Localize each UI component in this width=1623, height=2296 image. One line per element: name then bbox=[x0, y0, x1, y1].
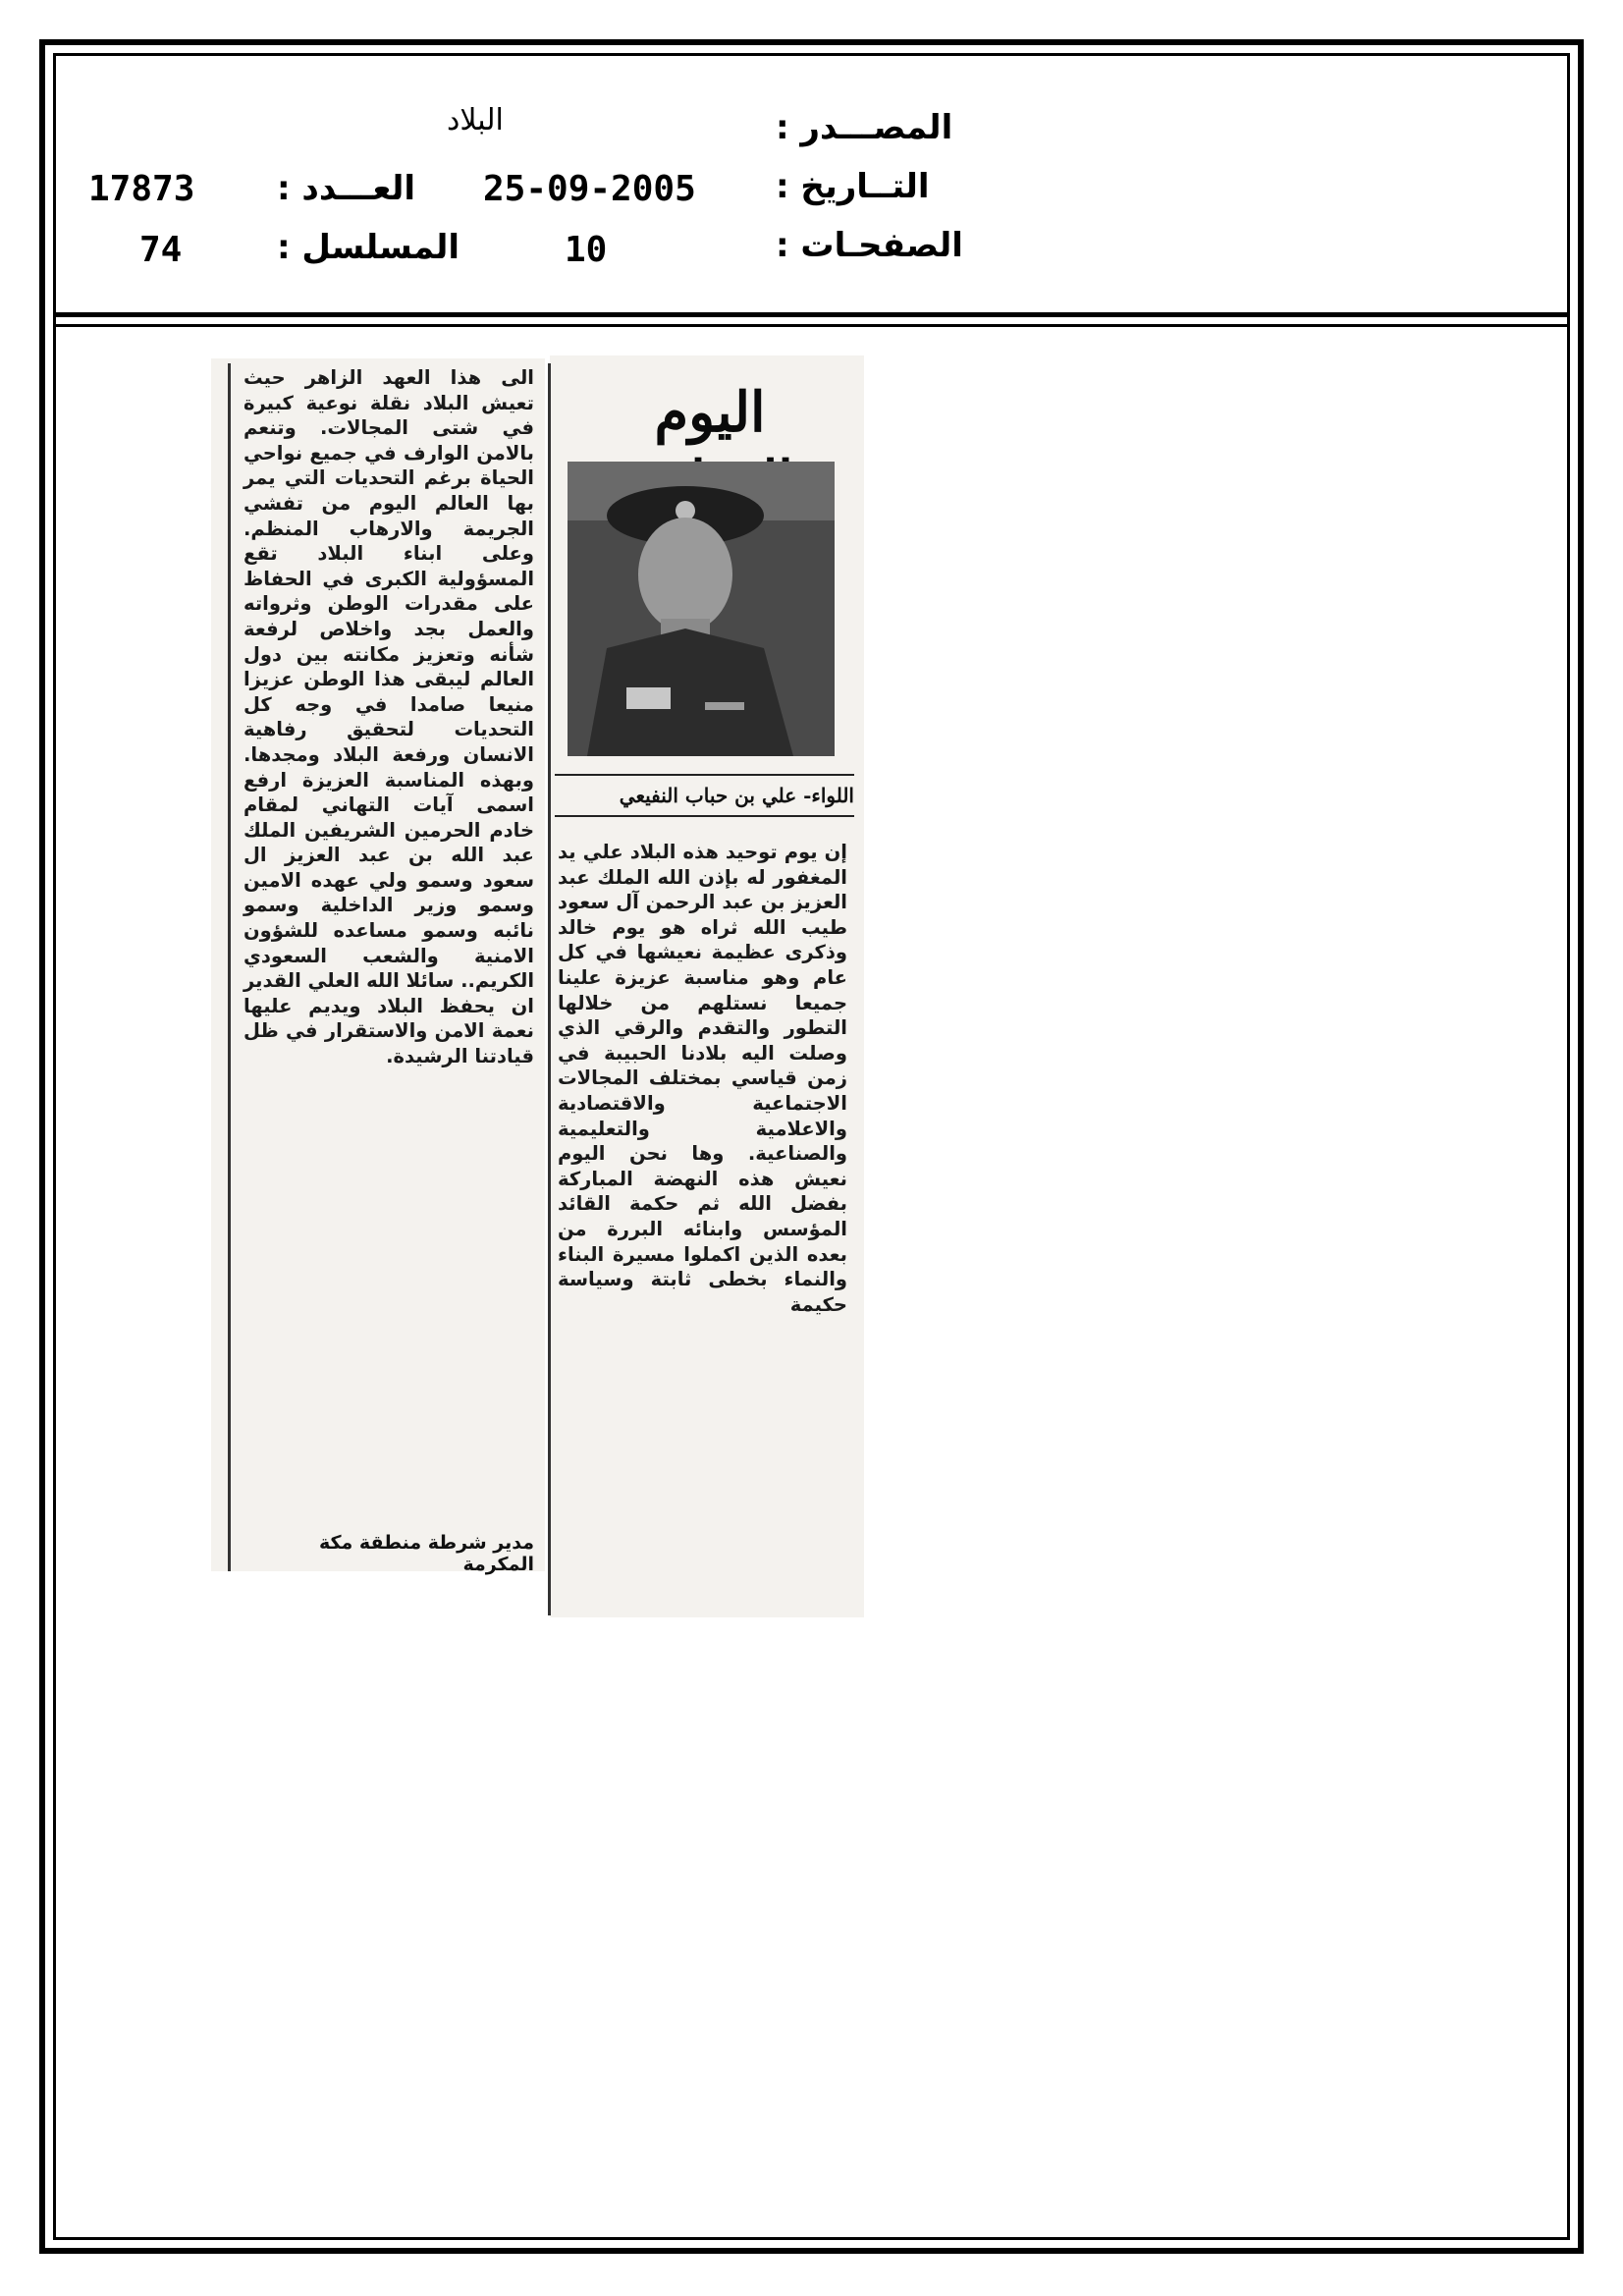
serial-label: المسلسل : bbox=[277, 228, 460, 267]
source-label: المصـــدر : bbox=[776, 108, 953, 147]
serial-value: 74 bbox=[139, 230, 183, 270]
column-rule-left bbox=[228, 363, 231, 1571]
header-divider-secondary bbox=[53, 324, 1570, 327]
pages-label: الصفحـات : bbox=[776, 226, 963, 265]
article-column-right: إن يوم توحيد هذه البلاد علي يد المغفور له بإذن الله الملك عبد العزيز بن عبد الرحمن آل سعود طيب الله ثراه هو يوم خالد وذكرى عظيمة نعيشها في كل عام وهو مناسبة عزيزة علينا جميعا نستلهم من خلالها التطور والتقدم والرقي الذي وصلت اليه بلادنا الحبيبة في زمن قياسي بمختلف المجالات الاجتماعية والاقتصادية والاعلامية والتعليمية والصناعية. وها نحن اليوم نعيش هذه النهضة المباركة بفضل الله ثم حكمة القائد المؤسس وابنائه البررة من بعده الذين اكملوا مسيرة البناء والنماء بخطى ثابتة وسياسة حكيمة bbox=[558, 841, 847, 1316]
officer-portrait-icon bbox=[568, 462, 835, 756]
column-rule-middle bbox=[548, 363, 551, 1615]
issue-label: العـــدد : bbox=[277, 169, 415, 208]
author-byline: مدير شرطة منطقة مكة المكرمة bbox=[318, 1532, 534, 1575]
header-divider bbox=[53, 312, 1570, 317]
date-label: التــاريخ : bbox=[776, 167, 930, 206]
source-value: البلاد bbox=[447, 103, 504, 137]
article-headline: اليوم bbox=[654, 380, 766, 445]
pages-value: 10 bbox=[565, 230, 608, 270]
article-column-left: الى هذا العهد الزاهر حيث تعيش البلاد نقلة نوعية كبيرة في شتى المجالات. وتنعم بالامن الوارف في جميع نواحي الحياة برغم التحديات التي يمر بها العالم اليوم من تفشي الجريمة والارهاب المنظم. وعلى ابناء البلاد تقع المسؤولية الكبرى في الحفاظ على مقدرات الوطن وثرواته والعمل بجد واخلاص لرفعة شأنه وتعزيز مكانته بين دول العالم ليبقى هذا الوطن عزيزا منيعا صامدا في وجه كل التحديات لتحقيق رفاهية الانسان ورفعة البلاد ومجدها. وبهذه المناسبة العزيزة ارفع اسمى آيات التهاني لمقام خادم الحرمين الشريفين الملك عبد الله بن عبد العزيز ال سعود وسمو ولي عهده الامين وسمو وزير الداخلية وسمو نائبه وسمو مساعده للشؤون الامنية والشعب السعودي الكريم.. سائلا الله العلي القدير ان يحفظ البلاد ويديم عليها نعمة الامن والاستقرار في ظل قيادتنا الرشيدة. bbox=[243, 366, 534, 1068]
issue-value: 17873 bbox=[88, 169, 195, 209]
date-value: 25-09-2005 bbox=[483, 169, 696, 209]
photo-caption: اللواء- علي بن حباب النفيعي bbox=[555, 774, 854, 817]
author-photo bbox=[568, 462, 835, 756]
